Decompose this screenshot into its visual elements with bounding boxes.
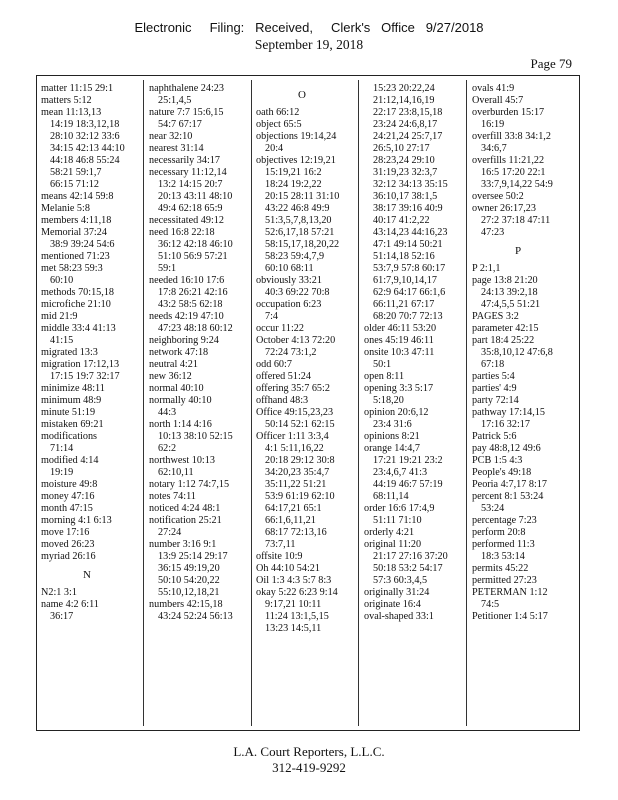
column-divider: [466, 80, 467, 726]
index-entry-continuation: 62:10,11: [158, 467, 194, 478]
index-entry-continuation: 17:16 32:17: [481, 419, 530, 430]
index-entry-continuation: 72:24 73:1,2: [265, 347, 317, 358]
index-column-5: [472, 83, 564, 723]
index-entry: noticed 4:24 48:1: [149, 503, 221, 514]
index-entry-continuation: 17:8 26:21 42:16: [158, 287, 228, 298]
index-entry: modified 4:14: [41, 455, 99, 466]
index-entry: minute 51:19: [41, 407, 96, 418]
index-entry-continuation: 23:4 31:6: [373, 419, 412, 430]
index-entry-continuation: 47:1 49:14 50:21: [373, 239, 443, 250]
index-entry: Patrick 5:6: [472, 431, 517, 442]
index-entry-continuation: 10:13 38:10 52:15: [158, 431, 233, 442]
index-entry: mid 21:9: [41, 311, 78, 322]
index-entry-continuation: 60:10 68:11: [265, 263, 314, 274]
index-entry: minimize 48:11: [41, 383, 105, 394]
index-entry: matters 5:12: [41, 95, 92, 106]
index-entry-continuation: 49:4 62:18 65:9: [158, 203, 223, 214]
index-entry: order 16:6 17:4,9: [364, 503, 435, 514]
index-entry: part 18:4 25:22: [472, 335, 535, 346]
index-entry: oath 66:12: [256, 107, 300, 118]
index-entry-continuation: 50:1: [373, 359, 392, 370]
index-entry: need 16:8 22:18: [149, 227, 215, 238]
index-entry-continuation: 66:11,21 67:17: [373, 299, 435, 310]
index-entry: offering 35:7 65:2: [256, 383, 330, 394]
index-entry-continuation: 43:24 52:24 56:13: [158, 611, 233, 622]
index-entry: necessitated 49:12: [149, 215, 224, 226]
index-entry-continuation: 24:21,24 25:7,17: [373, 131, 443, 142]
index-entry: modifications: [41, 431, 98, 442]
index-entry-continuation: 23:24 24:6,8,17: [373, 119, 438, 130]
index-entry: obviously 33:21: [256, 275, 322, 286]
index-entry-continuation: 62:2: [158, 443, 177, 454]
index-entry: middle 33:4 41:13: [41, 323, 116, 334]
index-entry: migration 17:12,13: [41, 359, 120, 370]
index-entry-continuation: 25:1,4,5: [158, 95, 192, 106]
index-entry: money 47:16: [41, 491, 95, 502]
index-entry: network 47:18: [149, 347, 209, 358]
index-entry: objectives 12:19,21: [256, 155, 336, 166]
index-entry-continuation: 71:14: [50, 443, 74, 454]
index-entry: opinion 20:6,12: [364, 407, 429, 418]
index-entry: offhand 48:3: [256, 395, 309, 406]
index-entry: PCB 1:5 4:3: [472, 455, 523, 466]
index-entry-continuation: 35:11,22 51:21: [265, 479, 327, 490]
index-entry-continuation: 14:19 18:3,12,18: [50, 119, 120, 130]
index-entry-continuation: 13:9 25:14 29:17: [158, 551, 228, 562]
index-entry-continuation: 38:9 39:24 54:6: [50, 239, 115, 250]
index-entry: pathway 17:14,15: [472, 407, 545, 418]
index-entry-continuation: 18:24 19:2,22: [265, 179, 322, 190]
index-entry: met 58:23 59:3: [41, 263, 103, 274]
index-entry: north 1:14 4:16: [149, 419, 212, 430]
index-entry-continuation: 27:2 37:18 47:11: [481, 215, 551, 226]
hearing-date: September 19, 2018: [254, 37, 364, 52]
index-entry: normal 40:10: [149, 383, 204, 394]
index-entry-continuation: 22:17 23:8,15,18: [373, 107, 443, 118]
index-entry: number 3:16 9:1: [149, 539, 217, 550]
index-entry: perform 20:8: [472, 527, 526, 538]
index-entry-continuation: 43:14,23 44:16,23: [373, 227, 448, 238]
index-entry: overfills 11:21,22: [472, 155, 545, 166]
column-divider: [143, 80, 144, 726]
index-entry-continuation: 20:13 43:11 48:10: [158, 191, 233, 202]
index-entry-continuation: 16:5 17:20 22:1: [481, 167, 546, 178]
index-entry-continuation: 31:19,23 32:3,7: [373, 167, 438, 178]
index-entry: owner 26:17,23: [472, 203, 536, 214]
index-entry-continuation: 21:12,14,16,19: [373, 95, 435, 106]
index-entry-continuation: 61:7,9,10,14,17: [373, 275, 437, 286]
index-entry: performed 11:3: [472, 539, 535, 550]
index-entry-continuation: 20:15 28:11 31:10: [265, 191, 340, 202]
index-entry: odd 60:7: [256, 359, 292, 370]
index-entry: notification 25:21: [149, 515, 222, 526]
index-entry: older 46:11 53:20: [364, 323, 437, 334]
index-entry: northwest 10:13: [149, 455, 215, 466]
index-entry: moisture 49:8: [41, 479, 98, 490]
index-entry-continuation: 58:15,17,18,20,22: [265, 239, 340, 250]
index-entry-continuation: 7:4: [265, 311, 279, 322]
index-entry-continuation: 74:5: [481, 599, 500, 610]
index-entry: oval-shaped 33:1: [364, 611, 434, 622]
index-entry-continuation: 38:17 39:16 40:9: [373, 203, 443, 214]
index-entry-continuation: 68:17 72:13,16: [265, 527, 327, 538]
index-entry-continuation: 33:7,9,14,22 54:9: [481, 179, 553, 190]
index-entry-continuation: 50:18 53:2 54:17: [373, 563, 443, 574]
index-entry-continuation: 50:10 54:20,22: [158, 575, 220, 586]
index-entry: minimum 48:9: [41, 395, 102, 406]
index-entry: near 32:10: [149, 131, 193, 142]
index-entry: naphthalene 24:23: [149, 83, 224, 94]
index-column-3: [256, 83, 348, 723]
index-entry: People's 49:18: [472, 467, 532, 478]
index-entry: means 42:14 59:8: [41, 191, 114, 202]
index-entry: move 17:16: [41, 527, 90, 538]
index-entry: onsite 10:3 47:11: [364, 347, 435, 358]
index-entry: Oh 44:10 54:21: [256, 563, 320, 574]
index-entry: name 4:2 6:11: [41, 599, 99, 610]
index-entry-continuation: 54:7 67:17: [158, 119, 202, 130]
index-entry: ovals 41:9: [472, 83, 515, 94]
index-entry: necessary 11:12,14: [149, 167, 227, 178]
index-entry-continuation: 47:4,5,5 51:21: [481, 299, 541, 310]
index-entry-continuation: 67:18: [481, 359, 505, 370]
index-entry: open 8:11: [364, 371, 405, 382]
index-entry-continuation: 40:3 69:22 70:8: [265, 287, 330, 298]
index-entry-continuation: 20:18 29:12 30:8: [265, 455, 335, 466]
index-entry: notes 74:11: [149, 491, 196, 502]
index-entry: Overall 45:7: [472, 95, 524, 106]
index-entry-continuation: 53:7,9 57:8 60:17: [373, 263, 446, 274]
index-entry-continuation: 27:24: [158, 527, 182, 538]
section-letter: O: [298, 89, 306, 101]
index-entry-continuation: 41:15: [50, 335, 74, 346]
index-entry: party 72:14: [472, 395, 519, 406]
index-entry-continuation: 64:17,21 65:1: [265, 503, 322, 514]
index-entry: needs 42:19 47:10: [149, 311, 224, 322]
index-entry-continuation: 60:10: [50, 275, 74, 286]
index-entry-continuation: 36:17: [50, 611, 74, 622]
index-entry-continuation: 44:18 46:8 55:24: [50, 155, 120, 166]
index-entry-continuation: 24:13 39:2,18: [481, 287, 538, 298]
index-entry-continuation: 19:19: [50, 467, 74, 478]
reporter-name: L.A. Court Reporters, L.L.C.: [233, 744, 385, 759]
index-entry: Petitioner 1:4 5:17: [472, 611, 548, 622]
index-entry-continuation: 16:19: [481, 119, 505, 130]
index-entry-continuation: 51:10 56:9 57:21: [158, 251, 228, 262]
index-entry: pay 48:8,12 49:6: [472, 443, 541, 454]
index-entry: object 65:5: [256, 119, 302, 130]
index-entry-continuation: 44:19 46:7 57:19: [373, 479, 443, 490]
index-entry: normally 40:10: [149, 395, 212, 406]
index-entry-continuation: 43:22 46:8 49:9: [265, 203, 330, 214]
index-entry-continuation: 36:12 42:18 46:10: [158, 239, 233, 250]
index-entry-continuation: 34:6,7: [481, 143, 507, 154]
index-entry: percentage 7:23: [472, 515, 537, 526]
index-entry-continuation: 17:21 19:21 23:2: [373, 455, 443, 466]
index-entry-continuation: 40:17 41:2,22: [373, 215, 430, 226]
index-entry: mentioned 71:23: [41, 251, 110, 262]
reporter-phone: 312-419-9292: [272, 760, 346, 775]
index-entry-continuation: 66:1,6,11,21: [265, 515, 316, 526]
index-entry: oversee 50:2: [472, 191, 524, 202]
index-entry: Memorial 37:24: [41, 227, 107, 238]
index-entry-continuation: 35:8,10,12 47:6,8: [481, 347, 553, 358]
index-entry: originate 16:4: [364, 599, 421, 610]
index-entry: microfiche 21:10: [41, 299, 111, 310]
index-entry-continuation: 36:10,17 38:1,5: [373, 191, 438, 202]
index-entry-continuation: 73:7,11: [265, 539, 296, 550]
index-entry-continuation: 32:12 34:13 35:15: [373, 179, 448, 190]
index-entry: migrated 13:3: [41, 347, 98, 358]
index-entry-continuation: 34:20,23 35:4,7: [265, 467, 330, 478]
index-entry: neutral 4:21: [149, 359, 198, 370]
index-entry: nature 7:7 15:6,15: [149, 107, 224, 118]
index-entry: mistaken 69:21: [41, 419, 104, 430]
section-letter: N: [83, 569, 91, 581]
column-divider: [358, 80, 359, 726]
index-entry: percent 8:1 53:24: [472, 491, 544, 502]
index-column-1: [41, 83, 133, 723]
index-entry: parties 5:4: [472, 371, 515, 382]
index-entry-continuation: 57:3 60:3,4,5: [373, 575, 428, 586]
index-entry-continuation: 13:2 14:15 20:7: [158, 179, 223, 190]
index-entry-continuation: 28:23,24 29:10: [373, 155, 435, 166]
index-entry-continuation: 55:10,12,18,21: [158, 587, 220, 598]
filing-header: Electronic Filing: Received, Clerk's Office 9/27/2018: [134, 20, 484, 35]
index-entry: offsite 10:9: [256, 551, 303, 562]
index-entry: matter 11:15 29:1: [41, 83, 114, 94]
index-entry: orange 14:4,7: [364, 443, 421, 454]
index-entry-continuation: 66:15 71:12: [50, 179, 99, 190]
index-entry-continuation: 59:1: [158, 263, 177, 274]
index-entry-continuation: 15:23 20:22,24: [373, 83, 435, 94]
index-entry: original 11:20: [364, 539, 422, 550]
index-entry: necessarily 34:17: [149, 155, 221, 166]
index-entry-continuation: 18:3 53:14: [481, 551, 525, 562]
page-number: Page 79: [530, 56, 572, 71]
index-entry: neighboring 9:24: [149, 335, 219, 346]
index-entry: ones 45:19 46:11: [364, 335, 434, 346]
index-entry: myriad 26:16: [41, 551, 96, 562]
index-entry: new 36:12: [149, 371, 192, 382]
index-entry: opinions 8:21: [364, 431, 420, 442]
index-entry: notary 1:12 74:7,15: [149, 479, 230, 490]
index-entry: permits 45:22: [472, 563, 529, 574]
index-entry-continuation: 34:15 42:13 44:10: [50, 143, 125, 154]
index-entry: Officer 1:11 3:3,4: [256, 431, 329, 442]
index-entry: month 47:15: [41, 503, 93, 514]
index-entry: parties' 4:9: [472, 383, 517, 394]
index-entry-continuation: 28:10 32:12 33:6: [50, 131, 120, 142]
index-entry: members 4:11,18: [41, 215, 112, 226]
index-entry: page 13:8 21:20: [472, 275, 538, 286]
index-entry: permitted 27:23: [472, 575, 537, 586]
index-entry-continuation: 50:14 52:1 62:15: [265, 419, 335, 430]
index-entry: Oil 1:3 4:3 5:7 8:3: [256, 575, 332, 586]
index-entry-continuation: 58:21 59:1,7: [50, 167, 102, 178]
index-entry-continuation: 51:14,18 52:16: [373, 251, 435, 262]
index-entry: overfill 33:8 34:1,2: [472, 131, 551, 142]
index-column-4: [364, 83, 456, 723]
index-entry: Melanie 5:8: [41, 203, 90, 214]
index-entry: PAGES 3:2: [472, 311, 519, 322]
index-entry-continuation: 58:23 59:4,7,9: [265, 251, 325, 262]
index-entry: mean 11:13,13: [41, 107, 102, 118]
index-entry: opening 3:3 5:17: [364, 383, 434, 394]
index-entry: overburden 15:17: [472, 107, 545, 118]
index-entry: numbers 42:15,18: [149, 599, 223, 610]
column-divider: [251, 80, 252, 726]
index-entry: moved 26:23: [41, 539, 95, 550]
index-entry-continuation: 15:19,21 16:2: [265, 167, 322, 178]
section-letter: P: [514, 245, 522, 257]
index-entry: originally 31:24: [364, 587, 430, 598]
index-entry-continuation: 4:1 5:11,16,22: [265, 443, 324, 454]
index-entry-continuation: 47:23: [481, 227, 505, 238]
index-entry: Peoria 4:7,17 8:17: [472, 479, 547, 490]
index-entry-continuation: 20:4: [265, 143, 284, 154]
index-entry-continuation: 44:3: [158, 407, 177, 418]
index-entry: October 4:13 72:20: [256, 335, 336, 346]
index-entry-continuation: 23:4,6,7 41:3: [373, 467, 428, 478]
index-entry: morning 4:1 6:13: [41, 515, 112, 526]
index-entry: objections 19:14,24: [256, 131, 337, 142]
index-entry-continuation: 62:9 64:17 66:1,6: [373, 287, 446, 298]
index-entry: occur 11:22: [256, 323, 304, 334]
index-entry: parameter 42:15: [472, 323, 539, 334]
index-entry-continuation: 43:2 58:5 62:18: [158, 299, 223, 310]
index-entry-continuation: 51:3,5,7,8,13,20: [265, 215, 332, 226]
index-column-2: [149, 83, 241, 723]
index-entry-continuation: 47:23 48:18 60:12: [158, 323, 233, 334]
index-entry: methods 70:15,18: [41, 287, 115, 298]
index-entry: okay 5:22 6:23 9:14: [256, 587, 338, 598]
index-entry: nearest 31:14: [149, 143, 204, 154]
index-entry: needed 16:10 17:6: [149, 275, 225, 286]
index-entry: N2:1 3:1: [41, 587, 77, 598]
index-entry: P 2:1,1: [472, 263, 501, 274]
index-entry-continuation: 53:24: [481, 503, 505, 514]
index-entry-continuation: 68:20 70:7 72:13: [373, 311, 443, 322]
index-entry-continuation: 26:5,10 27:17: [373, 143, 430, 154]
index-entry-continuation: 51:11 71:10: [373, 515, 422, 526]
index-entry-continuation: 5:18,20: [373, 395, 404, 406]
index-entry-continuation: 11:24 13:1,5,15: [265, 611, 329, 622]
index-entry-continuation: 21:17 27:16 37:20: [373, 551, 448, 562]
index-entry: PETERMAN 1:12: [472, 587, 548, 598]
index-entry-continuation: 17:15 19:7 32:17: [50, 371, 120, 382]
index-entry-continuation: 53:9 61:19 62:10: [265, 491, 335, 502]
index-entry-continuation: 13:23 14:5,11: [265, 623, 322, 634]
index-entry: Office 49:15,23,23: [256, 407, 334, 418]
index-entry: occupation 6:23: [256, 299, 322, 310]
index-entry: offered 51:24: [256, 371, 311, 382]
index-entry-continuation: 68:11,14: [373, 491, 409, 502]
index-entry-continuation: 36:15 49:19,20: [158, 563, 220, 574]
index-entry: orderly 4:21: [364, 527, 415, 538]
index-entry-continuation: 9:17,21 10:11: [265, 599, 322, 610]
index-entry-continuation: 52:6,17,18 57:21: [265, 227, 335, 238]
